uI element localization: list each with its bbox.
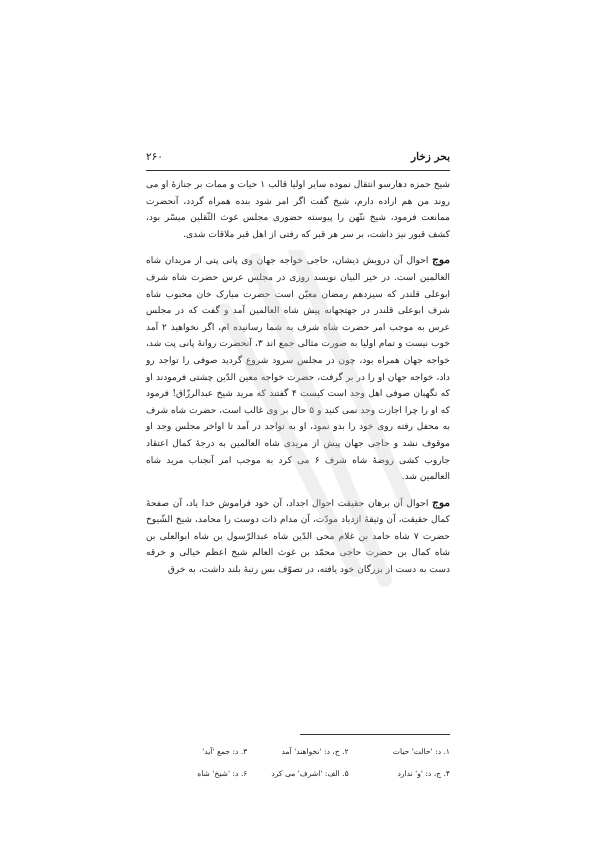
main-text — [146, 177, 450, 588]
footnote: ۳. د: جمع 'آید' — [202, 746, 248, 756]
paragraph-lead: موج — [432, 254, 450, 267]
footnote: ۴. ج، د: 'و' ندارد — [397, 768, 450, 778]
footnote: ۵. الف: 'اشرف' می کرد — [271, 768, 349, 778]
paragraph — [146, 495, 450, 579]
footnote-row — [146, 762, 450, 784]
paragraph — [146, 177, 450, 243]
paragraph-text: شیخ حمزه دهارسو انتقال نموده سایر اولیا قالب ۱ حیات و ممات بر جنازهٔ او می روند من هم اراده دارم، شیخ گفت اگر امر شود بنده همراه گردد، آنحضرت ممانعت فرمود، شیخ نتّهن را پیوسته حضوری مجلس غوث الثّقلین میسّر بود، کشف قبور نیز داشت، بر سر هر قبر که رفتی از اهل قبر ملاقات شدی. — [146, 180, 450, 240]
paragraph-text: احوال آن درویش ذیشان، حاجی خواجه جهان وی پانی پتی از مریدان شاه العالمین است. در خیر البیان نویسد روزی در مجلس عرس حضرت شاه شرف ابوعلی قلندر که سیزدهم رمضان معیّن است حضرت مبارک خان محبوب شاه شرف ابوعلی قلندر در جهتجهانه پیش شاه العالمین آمد و گفت که در مجلس عرس به موجب امر حضرت شاه شرف به شما رسانیده ام، اگر نخواهید ۲ آمد خوب نیست و تمام اولیا به صورت مثالی جمع اند ۳، آنحضرت روانهٔ پانی پت شد، خواجه جهان همراه بود، چون در مجلس سرود شروع گردید صوفی را تواجد رو داد، خواجه جهان او را در بر گرفت، حضرت خواجه معین الدّین چشتی فرمودند او که نگهبان صوفی اهل وجد است کیست ۴ گفتند که مرید شیخ عبدالرزّاق! فرمود که او را چرا اجازت وجد نمی کنید و ۵ حال بر وی غالب است، حضرت شاه شرف به محفل رفته روی خود را بدو نمود، او به تواجد در آمد تا اواخر مجلس وجد او موقوف نشد و حاجی جهان پیش از مریدی شاه العالمین به درجهٔ کمال اعتقاد جاروب کشی روضهٔ شاه شرف ۶ می کرد به موجب امر آنجناب مرید شاه العالمین شد. — [146, 256, 451, 483]
footnote: ۶. د: 'شیخ' شاه — [197, 768, 248, 778]
footnotes — [146, 740, 450, 784]
page-number: ۲۶۰ — [146, 151, 163, 163]
paragraph-text: احوال آن برهان حقیقت احوال اجداد، آن خود فراموش خدا یاد، آن صفحهٔ کمال حقیقت، آن وثیقهٔ ازدیاد مودّت، آن مدام ذات دوست را محامد، شیخ الشّیوخ حضرت ۷ شاه حامد بن غلام محی الدّین شاه عبدالرّسول بن شاه ابوالعلی بن شاه کمال بن حضرت حاجی محمّد بن غوث العالم شیخ اعظم خیالی و خرقه دست به دست از بزرگان خود یافته، در تصوّف بس رتبهٔ بلند داشت، به خرق — [146, 498, 450, 576]
paragraph — [146, 252, 450, 485]
footnote-rule — [300, 734, 450, 735]
running-header — [146, 151, 450, 167]
footnote-row — [146, 740, 450, 762]
book-title: بحر زخار — [411, 151, 450, 163]
paragraph-lead: موج — [432, 496, 450, 509]
header-rule — [146, 170, 450, 171]
footnote: ۱. د: 'حالت' حیات — [392, 746, 450, 756]
footnote: ۲. ج، د: 'نخواهند' آمد — [281, 746, 349, 756]
